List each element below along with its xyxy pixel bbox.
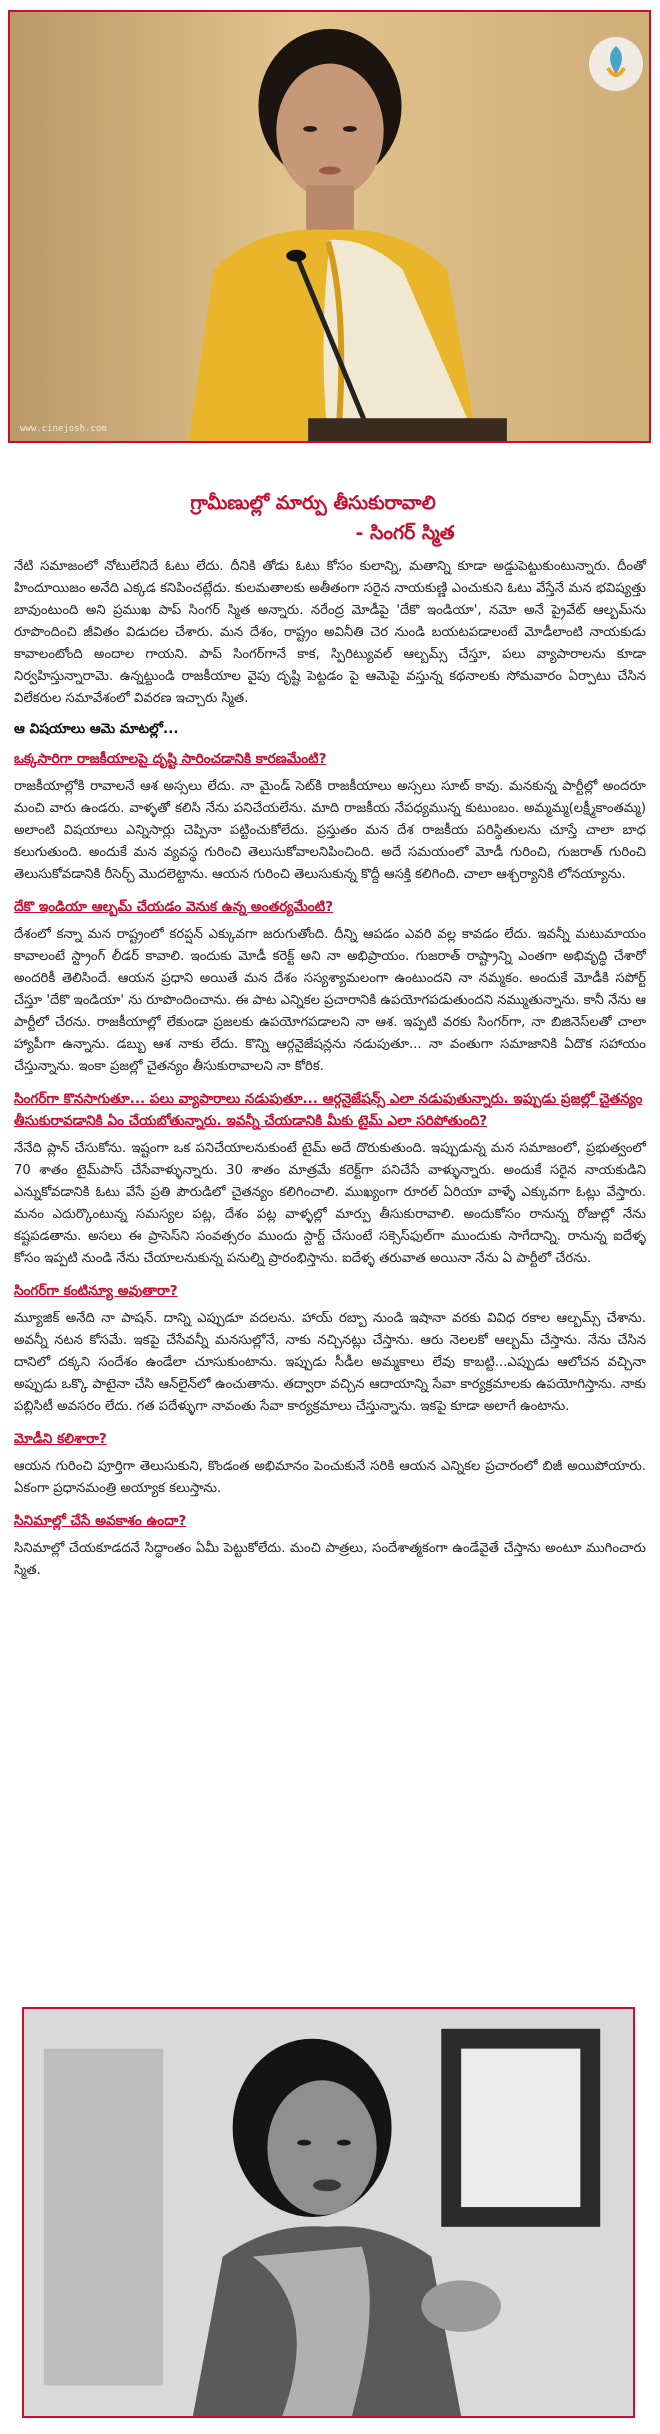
article-body (14, 556, 646, 1592)
answer-5: ఆయన గురించి పూర్తిగా తెలుసుకుని, కొండంత అభిమానం పెంచుకునే సరికి ఆయన ఎన్నికల ప్రచారంలో బిజీ అయిపోయారు. ఏకంగా ప్రధానమంత్రి అయ్యాక కలుస్తాను. (14, 1459, 646, 1496)
question-1: ఒక్కసారిగా రాజకీయాలపై దృష్టి సారించడానికి కారణమేంటి? (14, 751, 327, 767)
singer-speaking-image (24, 2009, 633, 2416)
answer-4: మ్యూజిక్ అనేది నా పాషన్. దాన్ని ఎప్పుడూ వదలను. హాయ్ రబ్బా నుండి ఇషానా వరకు వివిధ రకాల ఆల్బమ్స్ చేశాను. అవన్నీ నటన కోసమే. ఇకపై చేసేవన్నీ మనసుల్లోనే, నాకు నచ్చినట్లు చేస్తాను. ఆరు నెలలకో ఆల్బమ్ చేస్తాను. నేను చేసిన దానిలో దక్కని సందేశం ఉండేలా చూసుకుంటాను. ఇప్పుడు సీడీల అమ్మకాలు లేవు కాబట్టి...ఎప్పుడు ఆలోచన వచ్చినా అప్పుడు ఒక్కొ పాటైనా చేసి ఆన్‌లైన్‌లో ఉంచుతాను. తద్వారా వచ్చిన ఆదాయాన్ని సేవా కార్యక్రమాలకు ఉపయోగిస్తాను. నాకు పబ్లిసిటీ అవసరం లేదు. గత పదేళ్ళుగా నావంతు సేవా కార్యక్రమాలు చేస్తున్నాను. ఇకపై కూడా అలాగే ఉంటాను. (14, 1311, 646, 1414)
question-4: సింగర్‌గా కంటిన్యూ అవుతారా? (14, 1283, 178, 1299)
question-3: సింగర్‌గా కొనసాగుతూ... పలు వ్యాపారాలు నడుపుతూ... ఆర్గనైజేషన్స్ ఎలా నడుపుతున్నారు. ఇప్పుడు ప్రజల్లో చైతన్యం తీసుకురావడానికి ఏం చేయబోతున్నారు. ఇవన్నీ చేయడానికి మీకు టైమ్ ఎలా సరిపోతుంది? (14, 1091, 643, 1129)
headline-line-1: గ్రామీణుల్లో మార్పు తీసుకురావాలి (190, 492, 436, 514)
photo-watermark: www.cinejosh.com (20, 424, 107, 434)
headline (0, 488, 660, 548)
answer-2: దేశంలో కన్నా మన రాష్ట్రంలో కరప్షన్ ఎక్కువగా జరుగుతోంది. దీన్ని ఆపడం ఎవరి వల్ల కావడం లేదు. ఇవన్నీ మటుమాయం కావాలంటే స్ట్రాంగ్ లీడర్ కావాలి. ఇందుకు మోడీ కరెక్ట్ అని నా అభిప్రాయం. గుజరాత్ రాష్ట్రాన్ని ఎంతగా అభివృద్ధి చేశారో అందరికీ తెలిసిందే. ఆయన ప్రధాని అయితే మన దేశం సస్యశ్యామలంగా ఉంటుందని నా నమ్మకం. అందుకే మోడీకి సపోర్ట్ చేస్తూ 'దేకొ ఇండియా' ను రూపొందించాను. ఈ పాట ఎన్నికల ప్రచారానికి ఉపయోగపడుతుందని నమ్ముతున్నాను. కానీ నేను ఆ పార్టీలో చేరను. రాజకీయాల్లో లేకుండా ప్రజలకు ఉపయోగపడాలని నా ఆశ. ఇప్పటి వరకు సింగర్‌గా, నా బిజినెస్‌లతో చాలా హ్యాపీగా ఉన్నాను. డబ్బు ఆశ నాకు లేదు. కొన్ని ఆర్గనైజేషన్లను నడుపుతూ... నా వంతుగా సమాజానికి ఏదొక సహాయం చేస్తున్నాను. ఇంకా ప్రజల్లో చైతన్యం తీసుకురావాలని నా కోరిక. (14, 927, 646, 1074)
answer-1: రాజకీయాల్లోకి రావాలనే ఆశ అస్సలు లేదు. నా మైండ్ సెట్‌కి రాజకీయాలు అస్సలు సూట్ కావు. మనకున్న పార్టీల్లో అందరూ మంచి వారు ఉండరు. వాళ్ళతో కలిసి నేను పనిచేయలేను. మాది రాజకీయ నేపధ్యమున్న కుటుంబం. అమ్మమ్మ(లక్ష్మీకాంతమ్మ) అలాంటి విషయాలు ఎన్నిసార్లు చెప్పినా పట్టించుకోలేదు. ప్రస్తుతం మన దేశ రాజకీయ పరిస్థితులను చూస్తే చాలా బాధ కలుగుతుంది. అందుకే మన వ్యవస్థ గురించి తెలుసుకోవాలనిపించింది. అదే సమయంలో మోడీ గురించి, గుజరాత్ గురించి తెలుసుకోవడానికి రీసెర్చ్ మొదలెట్టాను. ఆయన గురించి తెలుసుకున్న కొద్దీ ఆసక్తి కలిగింది. చాలా ఆశ్చర్యానికి లోనయ్యాను. (14, 779, 646, 882)
answer-6: సినిమాల్లో చేయకూడదనే సిద్ధాంతం ఏమీ పెట్టుకోలేదు. మంచి పాత్రలు, సందేశాత్మకంగా ఉండేవైతే చేస్తాను అంటూ ముగించారు స్మిత. (14, 1541, 646, 1578)
bottom-photo (22, 2007, 635, 2418)
question-2: దేకొ ఇండియా ఆల్బమ్ చేయడం వెనుక ఉన్న అంతర్యమేంటి? (14, 899, 334, 915)
top-photo (8, 10, 651, 443)
site-logo-icon (586, 34, 646, 94)
singer-portrait-image (10, 12, 649, 441)
question-5: మోడీని కలిశారా? (14, 1431, 107, 1447)
intro-subhead: ఆ విషయాలు ఆమె మాటల్లో... (14, 721, 179, 737)
intro-paragraph: నేటి సమాజంలో నోటులేనిదే ఓటు లేదు. దీనికి తోడు ఓటు కోసం కులాన్ని, మతాన్ని కూడా అడ్డుపెట్టుకుంటున్నారు. దీంతో హిందూయిజం అనేది ఎక్కడ కనిపించట్లేదు. కులమతాలకు అతీతంగా సరైన నాయకుణ్ణి ఎంచుకుని ఓటు వేస్తేనే మన భవిష్యత్తు బావుంటుంది అని ప్రముఖ పాప్ సింగర్ స్మిత అన్నారు. నరేంద్ర మోడీపై 'దేకొ ఇండియా', నమో అనే ప్రైవేట్ ఆల్బమ్‌ను రూపొందించి జీవితం విడుదల చేశారు. మన దేశం, రాష్ట్రం అవినీతి చెర నుండి బయటపడాలంటే మోడీలాంటి నాయకుడు కావాలంటోంది అందాల గాయని. పాప్ సింగర్‌గానే కాక, స్పిరిట్యువల్ ఆల్బమ్స్ చేస్తూ, పలు వ్యాపారాలను కూడా నిర్వహిస్తున్నారామె. ఉన్నట్టుండి రాజకీయాల వైపు దృష్టి పెట్టడం పై ఆమెపై వస్తున్న కథనాలకు సోమవారం ఏర్పాటు చేసిన విలేకరుల సమావేశంలో వివరణ ఇచ్చారు స్మిత. (14, 559, 646, 706)
question-6: సినిమాల్లో చేసే అవకాశం ఉందా? (14, 1513, 187, 1529)
headline-byline: - సింగర్ స్మిత (355, 522, 455, 544)
answer-3: నేనేది ప్లాన్ చేసుకోను. ఇష్టంగా ఒక పనిచేయాలనుకుంటే టైమ్ అదే దొరుకుతుంది. ఇప్పుడున్న మన సమాజంలో, ప్రభుత్వంలో 70 శాతం టైమ్‌పాస్ చేసేవాళ్ళున్నారు. 30 శాతం మాత్రమే కరెక్ట్‌గా పనిచేసే వాళ్ళున్నారు. అందుకే సరైన నాయకుడిని ఎన్నుకోవడానికి ఓటు వేసే ప్రతి పౌరుడిలో చైతన్యం కలిగించాలి. ముఖ్యంగా రూరల్ ఏరియా వాళ్ళే ఎక్కువగా ఓట్లు వేస్తారు. మనం ఎదుర్కొంటున్న సమస్యల పట్ల, దేశం పట్ల వాళ్ళల్లో మార్పు తీసుకురావాలి. అందుకోసం రానున్న రోజుల్లో నేను కష్టపడతాను. అసలు ఈ ప్రాసెస్‌ని సంవత్సరం ముందు స్టార్ట్ చేసుంటే సక్సెస్‌ఫుల్‌గా ముందుకు సాగేదాన్ని. రానున్న ఐదేళ్ళ కోసం ఇప్పటి నుండి నేను చేయాలనుకున్న పనుల్ని ప్రారంభిస్తాను. ఐదేళ్ళ తరువాత అయినా నేను ఏ పార్టీలో చేరను. (14, 1141, 646, 1266)
